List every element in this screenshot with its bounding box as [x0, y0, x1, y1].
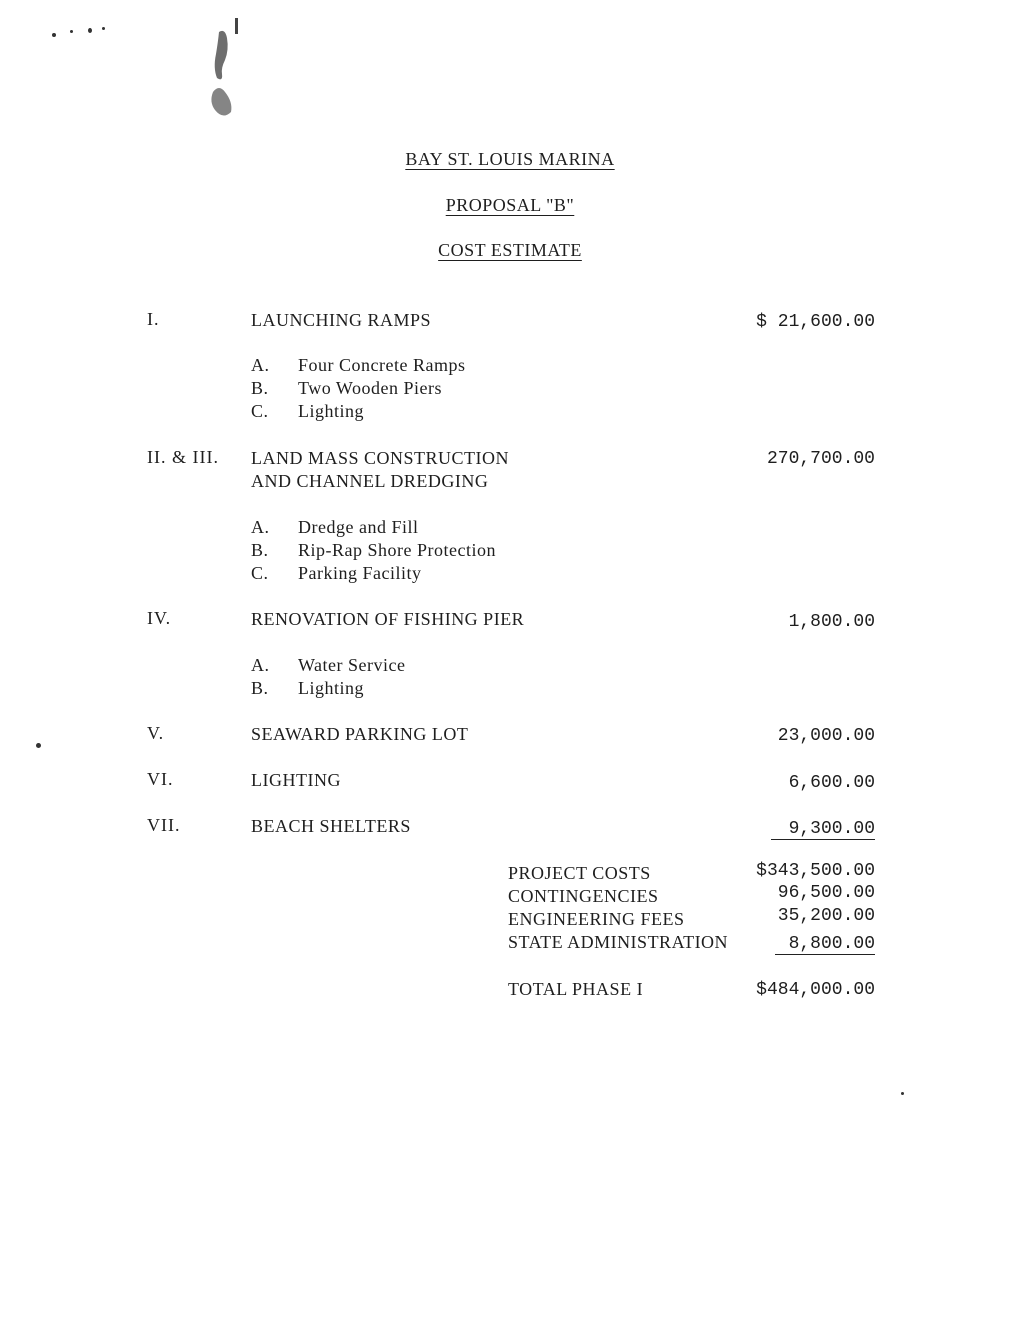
item-number: VI. [147, 769, 174, 789]
sub-item: C. Parking Facility [251, 563, 422, 583]
scan-speck [36, 743, 41, 748]
item-title: LIGHTING [251, 770, 341, 790]
item-amount: 6,600.00 [788, 773, 875, 793]
item-number: II. & III. [147, 447, 219, 467]
sub-item: A. Water Service [251, 655, 406, 675]
item-title: SEAWARD PARKING LOT [251, 724, 469, 744]
scan-speck [88, 28, 92, 33]
summary-label-engineering-fees: ENGINEERING FEES [508, 909, 685, 929]
ink-smudge [205, 10, 245, 120]
scan-speck [102, 27, 105, 30]
item-amount: 23,000.00 [777, 726, 875, 746]
summary-value-project-costs: $343,500.00 [756, 861, 875, 881]
summary-label-project-costs: PROJECT COSTS [508, 863, 651, 883]
summary-label-contingencies: CONTINGENCIES [508, 886, 659, 906]
item-title: BEACH SHELTERS [251, 816, 411, 836]
scan-speck [52, 33, 56, 37]
item-amount: 9,300.00 [771, 819, 875, 840]
summary-label-total: TOTAL PHASE I [508, 979, 644, 999]
sub-item: B. Rip-Rap Shore Protection [251, 540, 496, 560]
scan-speck [70, 30, 73, 33]
item-number: I. [147, 309, 160, 329]
section-heading: COST ESTIMATE [438, 240, 582, 260]
sub-item: A. Dredge and Fill [251, 517, 419, 537]
sub-item: C. Lighting [251, 401, 364, 421]
summary-value-total: $484,000.00 [756, 980, 875, 1000]
item-amount: 270,700.00 [766, 449, 875, 469]
sub-item: B. Two Wooden Piers [251, 378, 442, 398]
item-number: IV. [147, 608, 172, 628]
summary-value-contingencies: 96,500.00 [777, 883, 875, 903]
sub-item: B. Lighting [251, 678, 364, 698]
item-title: RENOVATION OF FISHING PIER [251, 609, 525, 629]
item-number: V. [147, 723, 165, 743]
item-number: VII. [147, 815, 181, 835]
item-amount: $ 21,600.00 [756, 312, 875, 332]
item-title: LAUNCHING RAMPS [251, 310, 432, 330]
summary-value-state-administration: 8,800.00 [775, 934, 875, 955]
item-title-line2: AND CHANNEL DREDGING [251, 471, 489, 491]
document-title: BAY ST. LOUIS MARINA [405, 149, 615, 169]
item-amount: 1,800.00 [788, 612, 875, 632]
sub-item: A. Four Concrete Ramps [251, 355, 466, 375]
summary-label-state-administration: STATE ADMINISTRATION [508, 932, 729, 952]
item-title: LAND MASS CONSTRUCTION [251, 448, 510, 468]
summary-value-engineering-fees: 35,200.00 [777, 906, 875, 926]
scan-speck [901, 1092, 904, 1095]
proposal-label: PROPOSAL "B" [445, 195, 575, 215]
